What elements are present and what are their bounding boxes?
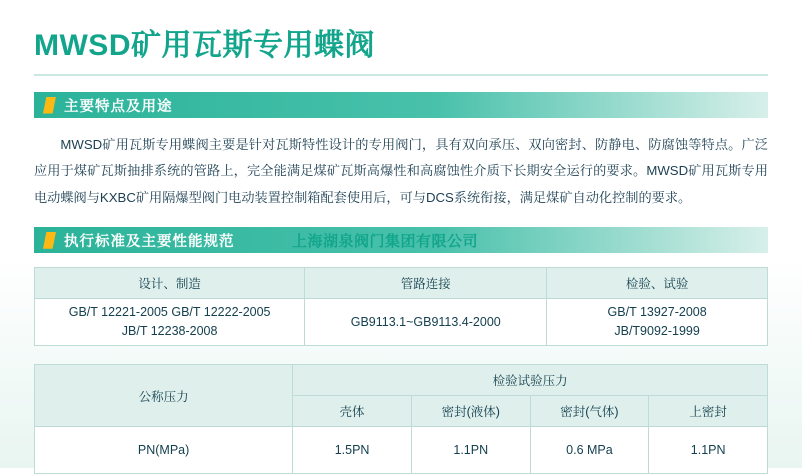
- table-header-cell: 壳体: [293, 396, 412, 427]
- table-cell-pipe-connection: [305, 299, 547, 346]
- table-row: [35, 427, 768, 474]
- features-paragraph: MWSD矿用瓦斯专用蝶阀主要是针对瓦斯特性设计的专用阀门，具有双向承压、双向密封、防静电、防腐蚀等特点。广泛应用于煤矿瓦斯抽排系统的管路上，完全能满足煤矿瓦斯高爆性和高腐蚀性介质下长期安全运行的要求。MWSD矿用瓦斯专用电动蝶阀与KXBC矿用隔爆型阀门电动装置控制箱配套使用后，可与DCS系统衔接，满足煤矿自动化控制的要求。: [34, 137, 768, 205]
- table-header-cell: 设计、制造: [35, 268, 305, 299]
- table-cell-seal-liquid: 1.1PN: [411, 427, 530, 474]
- standard-line: GB/T 13927-2008: [607, 304, 707, 319]
- table-cell-pn-label: PN(MPa): [35, 427, 293, 474]
- parallelogram-marker-icon: [43, 97, 56, 114]
- table-cell-design-manufacture: [35, 299, 305, 346]
- table-header-cell: 管路连接: [305, 268, 547, 299]
- standard-line: GB/T 12221-2005 GB/T 12222-2005: [68, 304, 271, 319]
- page-title: MWSD矿用瓦斯专用蝶阀: [34, 29, 375, 62]
- standard-line: JB/T9092-1999: [614, 324, 700, 339]
- table-cell-seal-gas: 0.6 MPa: [530, 427, 649, 474]
- table-header-row: [35, 365, 768, 396]
- table-header-cell: 密封(液体): [411, 396, 530, 427]
- table-header-cell: 上密封: [649, 396, 768, 427]
- table-header-test-pressure-group: 检验试验压力: [293, 365, 768, 396]
- section-header-standards: [34, 227, 768, 253]
- table-cell-upper-seal: 1.1PN: [649, 427, 768, 474]
- parallelogram-marker-icon: [43, 232, 56, 249]
- table-header-cell: 密封(气体): [530, 396, 649, 427]
- table-row: [35, 299, 768, 346]
- table-header-cell: 检验、试验: [547, 268, 768, 299]
- section-header-label: 执行标准及主要性能规范: [64, 233, 235, 250]
- pressure-table: [34, 364, 768, 474]
- standard-line: JB/T 12238-2008: [121, 324, 218, 339]
- table-header-row: [35, 268, 768, 299]
- title-divider: [34, 74, 768, 76]
- table-cell-inspection-test: [547, 299, 768, 346]
- table-cell-shell: 1.5PN: [293, 427, 412, 474]
- section-header-features: [34, 92, 768, 118]
- company-name: 上海湖泉阀门集团有限公司: [292, 233, 479, 251]
- table-header-nominal-pressure: 公称压力: [35, 365, 293, 427]
- standards-table: [34, 267, 768, 346]
- section-header-label: 主要特点及用途: [64, 98, 173, 115]
- standard-line: GB9113.1~GB9113.4-2000: [350, 314, 501, 329]
